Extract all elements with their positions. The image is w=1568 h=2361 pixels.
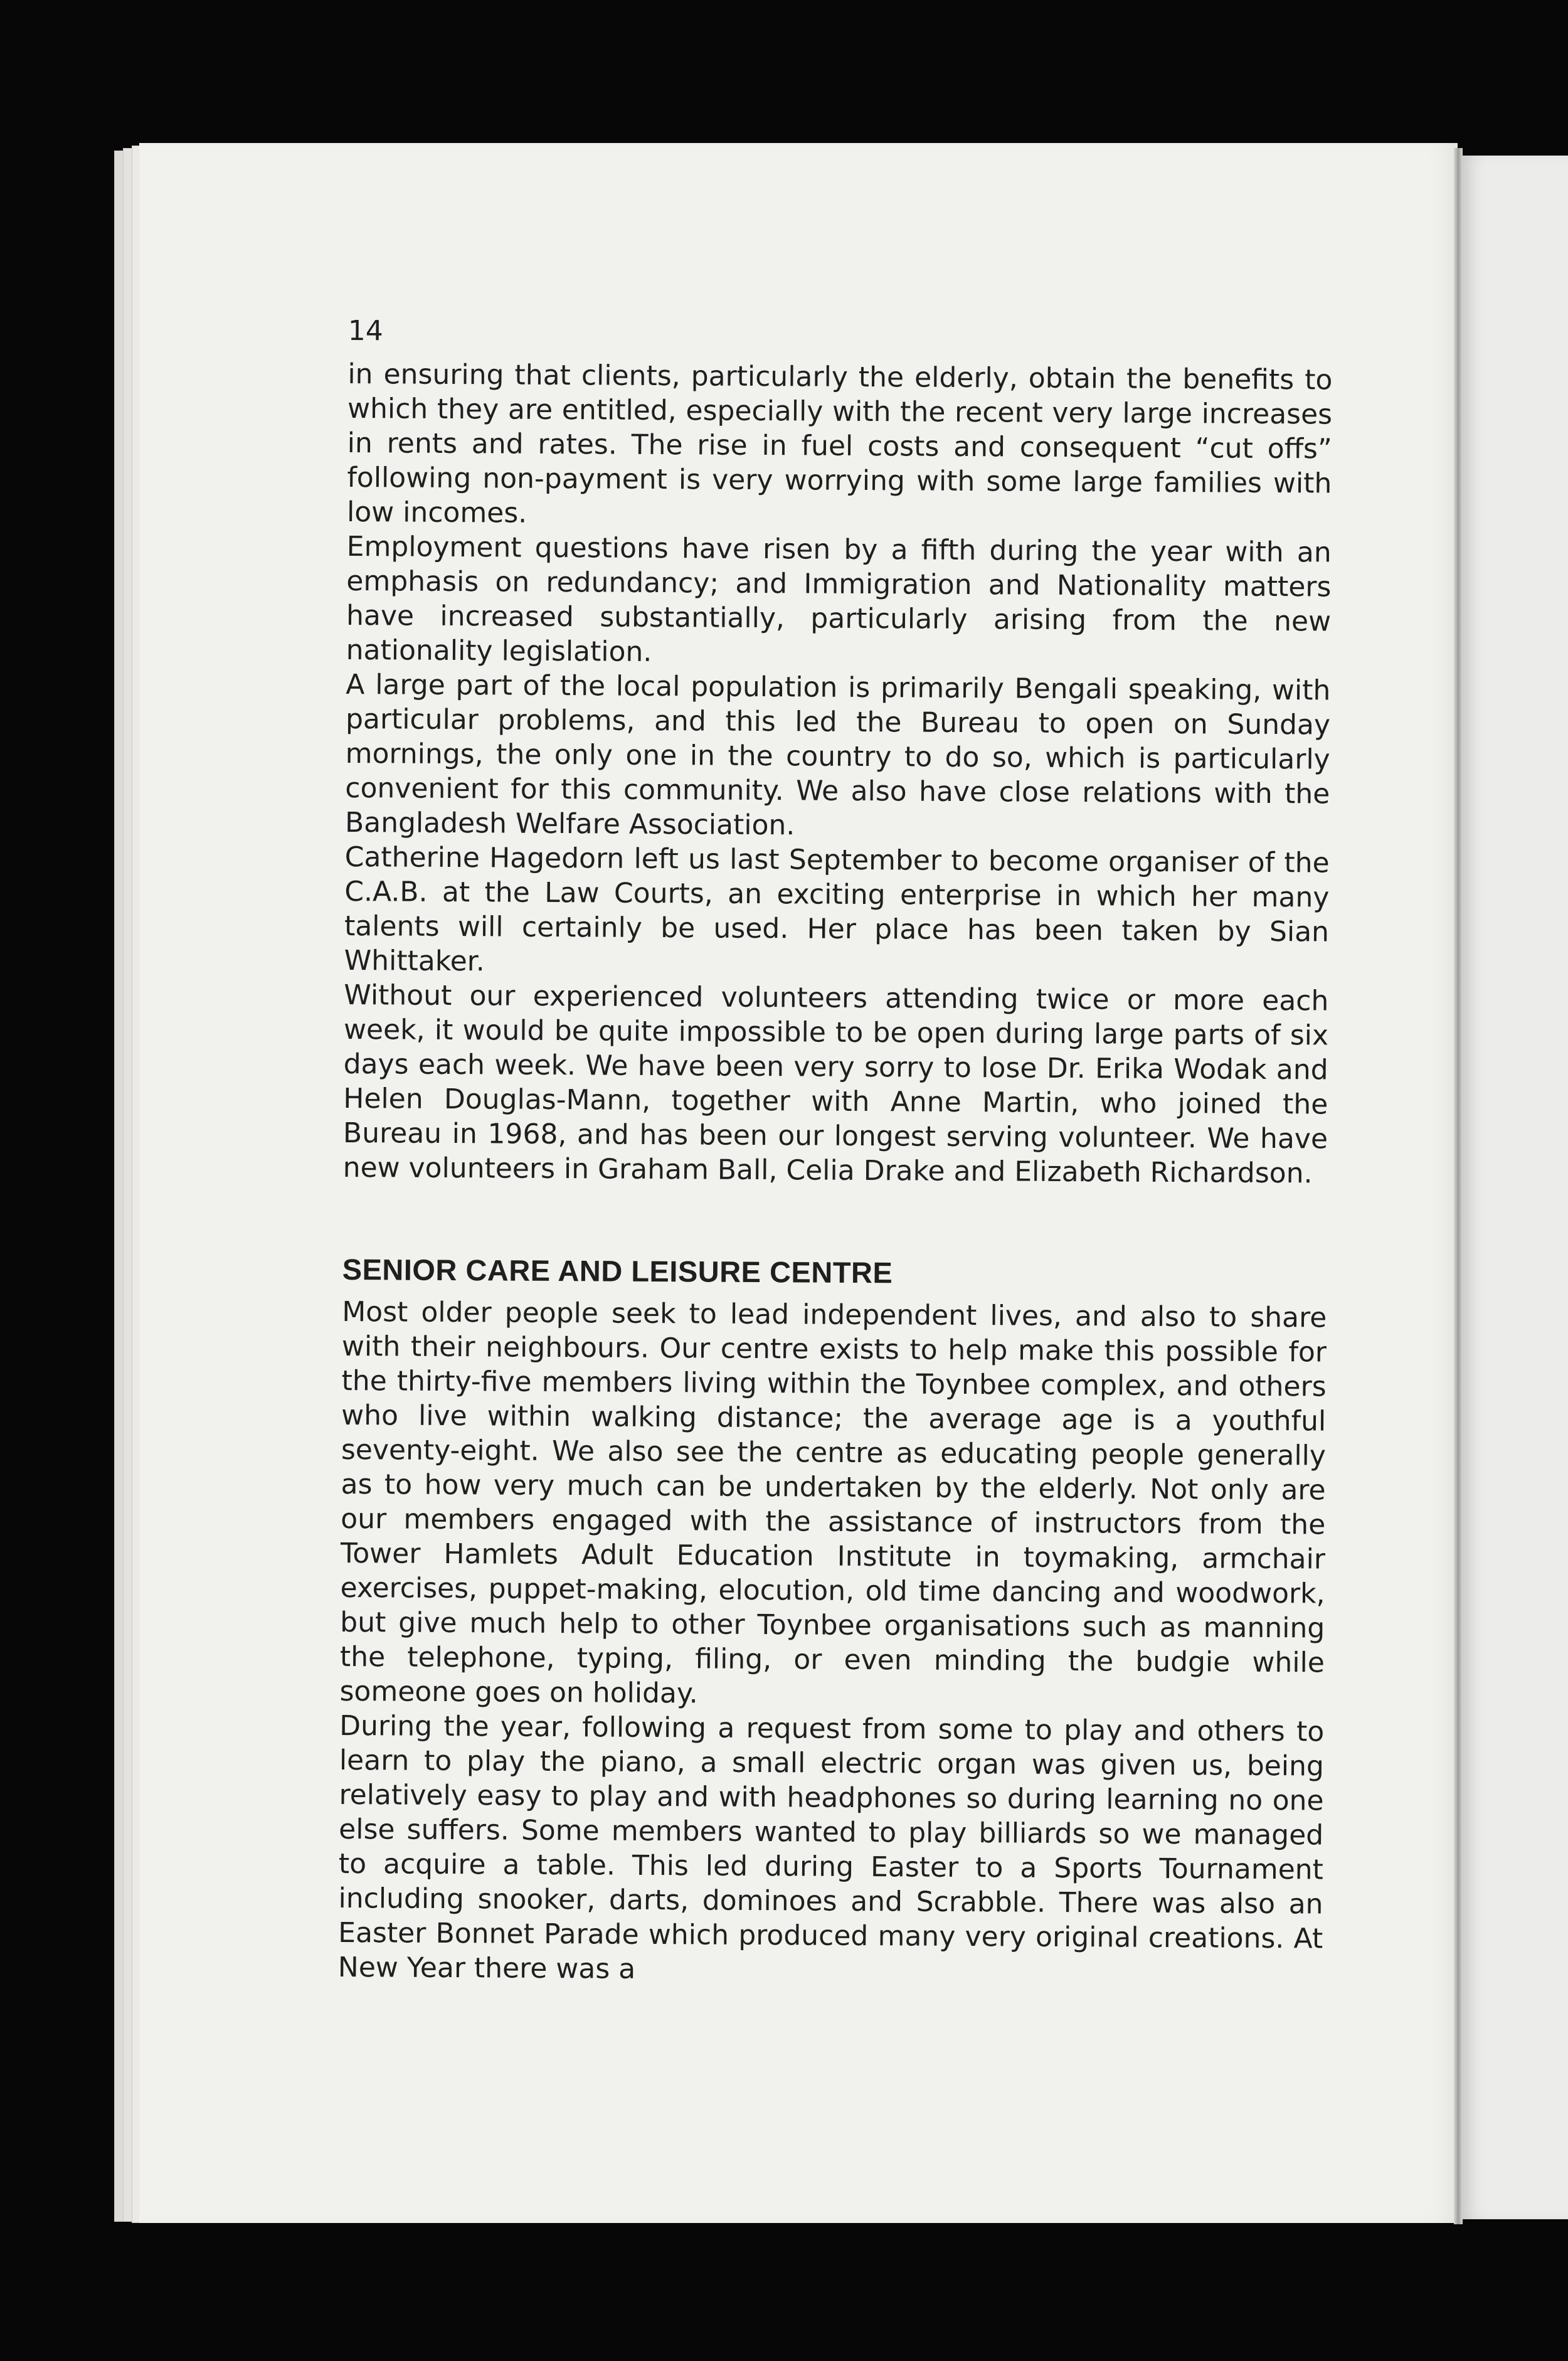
paragraph-staff-change: Catherine Hagedorn left us last September to become organiser of the C.A.B. at the Law Courts, an exciting enterprise in which her many talents will certainly be used. Her place has been taken by Sian Whittaker. — [344, 841, 1330, 978]
paragraph-benefits: in ensuring that clients, particularly the elderly, obtain the benefits to which they are entitled, especially with the recent very large increases in rents and rates. The rise in fuel costs and consequent “cut offs” following non-payment is very worrying with some large families with low incomes. — [346, 358, 1333, 529]
page-number: 14 — [347, 314, 383, 348]
paragraph-volunteers: Without our experienced volunteers attending twice or more each week, it would be quite impossible to be open during large parts of six days each week. We have been very sorry to lose Dr. Erika Wodak and Helen Douglas-Mann, together with Anne Martin, who joined the Bureau in 1968, and has been our longest serving volunteer. We have new volunteers in Graham Ball, Celia Drake and Elizabeth Richardson. — [342, 979, 1329, 1190]
paragraph-bengali-community: A large part of the local population is primarily Bengali speaking, with particular problems, and this led the Bureau to open on Sunday mornings, the only one in the country to do so, which is particularly convenient for this community. We also have close relations with the Bangladesh Welfare Association. — [344, 668, 1331, 842]
page-text-block — [338, 314, 1333, 1991]
paragraph-centre-activities: During the year, following a request from some to play and others to learn to play the piano, a small electric organ was given us, being relatively easy to play and with headphones so during learning no one else suffers. Some members wanted to play billiards so we managed to acquire a table. This led during Easter to a Sports Tournament including snooker, darts, dominoes and Scrabble. There was also an Easter Bonnet Parade which produced many very original creations. At New Year there was a — [337, 1709, 1325, 1985]
paragraph-employment: Employment questions have risen by a fifth during the year with an emphasis on redundancy; and Immigration and Nationality matters have increased substantially, particularly arising from the new nationality legislation. — [346, 530, 1332, 668]
facing-page — [1461, 156, 1568, 2219]
section-heading: SENIOR CARE AND LEISURE CENTRE — [342, 1252, 893, 1290]
page-gutter — [1454, 148, 1463, 2224]
paragraph-centre-purpose: Most older people seek to lead independent lives, and also to share with their neighbours. Our centre exists to help make this possible for the thirty-five members living within the Toynbee complex, and others who live within walking distance; the average age is a youthful seventy-eight. We also see the centre as educating people generally as to how very much can be undertaken by the elderly. Not only are our members engaged with the assistance of instructors from the Tower Hamlets Adult Education Institute in toymaking, armchair exercises, puppet-making, elocution, old time dancing and woodwork, but give much help to other Toynbee organisations such as manning the telephone, typing, filing, or even minding the budgie while someone goes on holiday. — [339, 1295, 1327, 1710]
